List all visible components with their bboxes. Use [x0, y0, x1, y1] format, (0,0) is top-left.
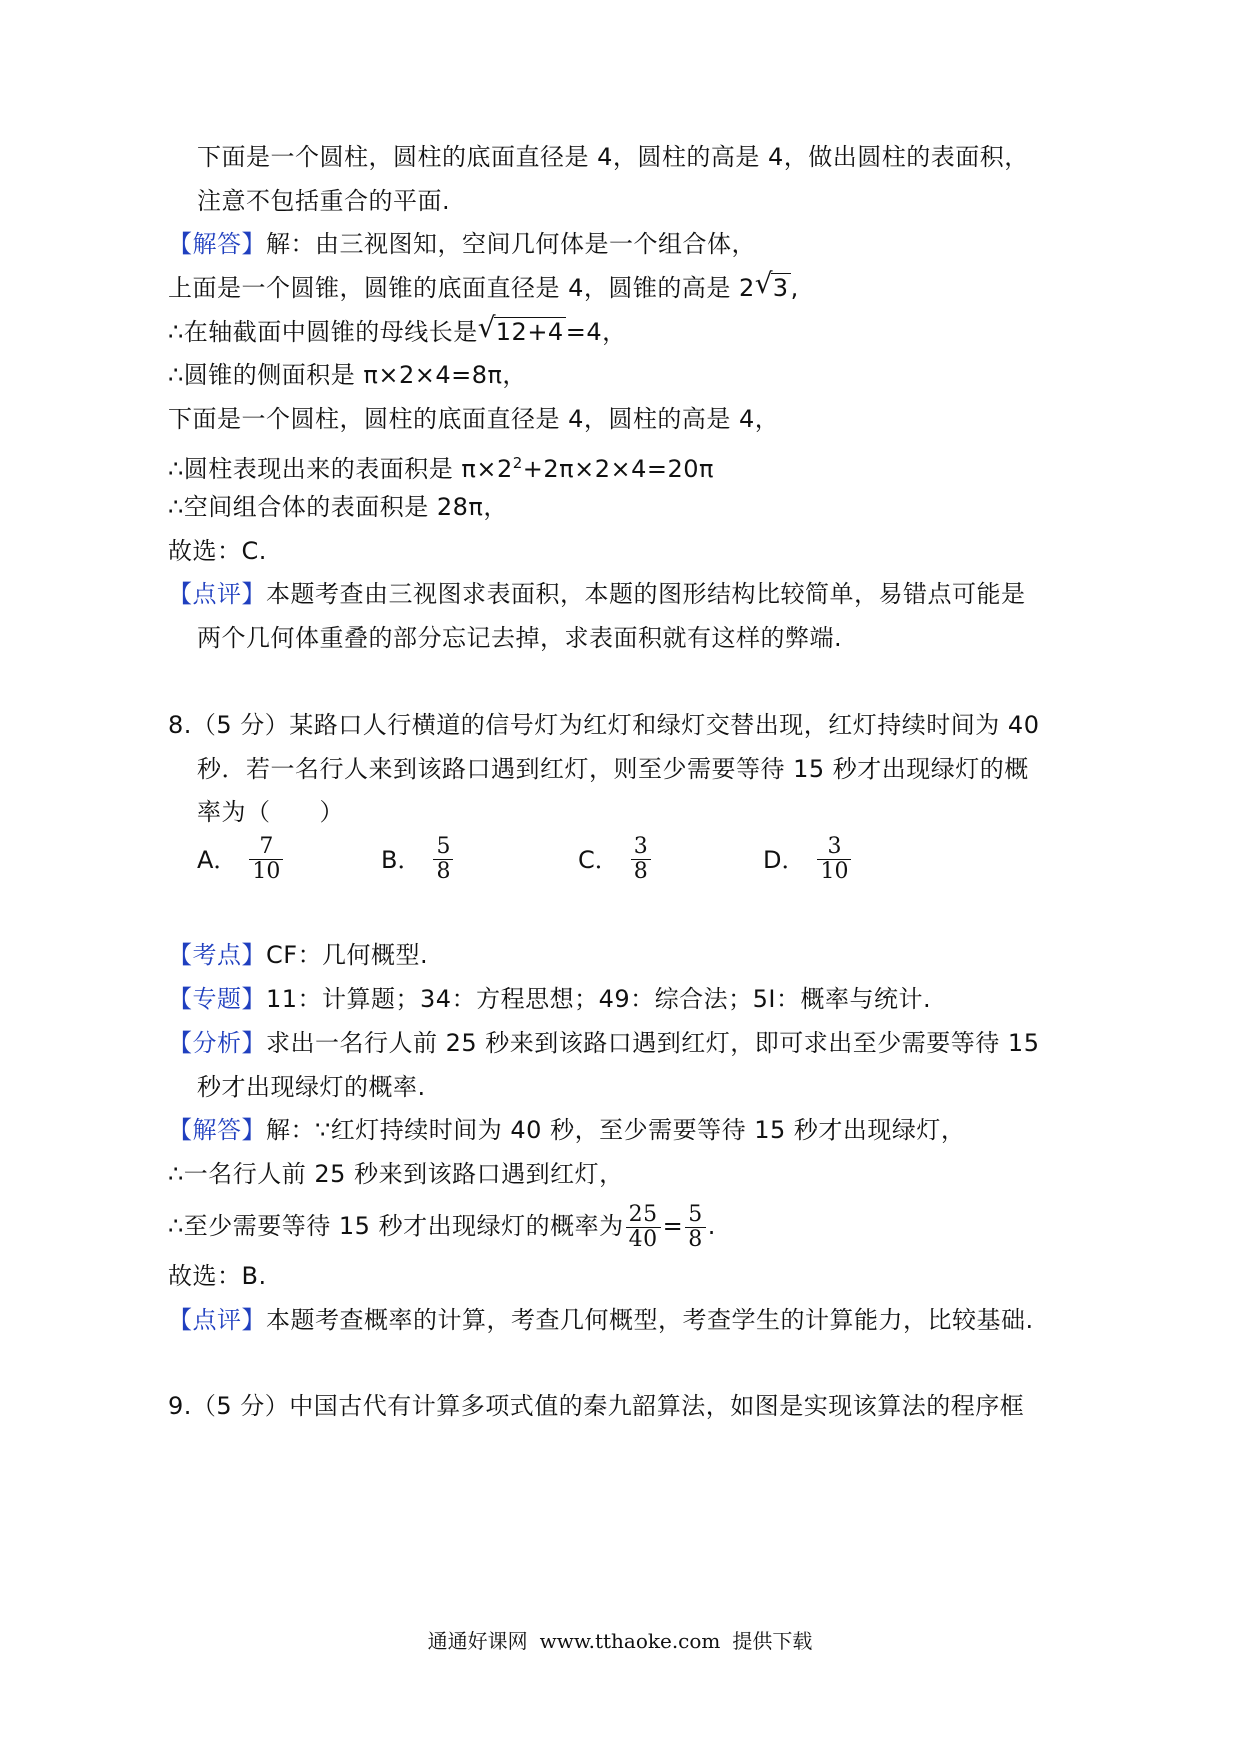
denominator: 10 [820, 859, 849, 884]
kaodian-tag: 【考点】 [168, 941, 266, 969]
denominator: 10 [252, 859, 281, 884]
choice-q8: 故选：B. [168, 1262, 267, 1290]
fenxi-text: 求出一名行人前 25 秒来到该路口遇到红灯，即可求出至少需要等待 15 [266, 1029, 1040, 1057]
review-text: 本题考查由三视图求表面积，本题的图形结构比较简单，易错点可能是 [266, 580, 1026, 608]
numerator: 5 [685, 1203, 706, 1228]
option-fraction [249, 835, 283, 884]
fraction-5-8 [685, 1203, 706, 1252]
option-fraction [433, 835, 453, 884]
fenxi-line-2: 秒才出现绿灯的概率. [197, 1073, 426, 1101]
option-fraction [817, 835, 851, 884]
choice-q7: 故选：C. [168, 537, 267, 565]
footer-note: 提供下载 [732, 1629, 813, 1653]
step-text: ∴圆柱表现出来的表面积是 π×2 [168, 455, 513, 483]
step-text-end: =4， [565, 318, 627, 346]
answer-text: ∴至少需要等待 15 秒才出现绿灯的概率为 [168, 1212, 624, 1240]
step-text: 上面是一个圆锥，圆锥的底面直径是 4，圆锥的高是 2 [168, 274, 755, 302]
q8-stem-line-2: 秒．若一名行人来到该路口遇到红灯，则至少需要等待 15 秒才出现绿灯的概 [197, 755, 1029, 783]
step-total-area: ∴空间组合体的表面积是 28π， [168, 493, 508, 521]
review-tag: 【点评】 [168, 1306, 266, 1334]
kaodian-text: CF：几何概型. [266, 941, 429, 969]
sqrt-radicand: 12+4 [495, 318, 564, 346]
answer-tag: 【解答】 [168, 230, 266, 258]
answer-tag: 【解答】 [168, 1116, 266, 1144]
denominator: 8 [688, 1226, 703, 1252]
step-cylinder-desc: 下面是一个圆柱，圆柱的底面直径是 4，圆柱的高是 4， [168, 405, 780, 433]
numerator: 25 [626, 1203, 661, 1228]
analysis-line-1: 下面是一个圆柱，圆柱的底面直径是 4，圆柱的高是 4，做出圆柱的表面积， [197, 143, 1029, 171]
sqrt-expression: √ 12+4 [477, 311, 564, 346]
answer-q8-line-2: ∴一名行人前 25 秒来到该路口遇到红灯， [168, 1160, 624, 1188]
exponent: 2 [512, 454, 523, 472]
answer-q8-line-3 [168, 1200, 716, 1252]
page-footer [0, 1625, 1240, 1654]
analysis-line-2: 注意不包括重合的平面. [197, 187, 451, 215]
sqrt-radicand: 3 [772, 274, 789, 302]
review-q7-line-2: 两个几何体重叠的部分忘记去掉，求表面积就有这样的弊端. [197, 624, 843, 652]
option-d [763, 835, 853, 884]
review-q8 [168, 1304, 1034, 1336]
step-text-end: +2π×2×4=20π [522, 455, 714, 483]
numerator: 7 [249, 835, 283, 860]
zhuanti-tag: 【专题】 [168, 985, 266, 1013]
review-text: 本题考查概率的计算，考查几何概型，考查学生的计算能力，比较基础. [266, 1306, 1034, 1334]
numerator: 3 [817, 835, 851, 860]
zhuanti-line [168, 983, 931, 1015]
step-text: ∴在轴截面中圆锥的母线长是 [168, 318, 478, 346]
period: . [707, 1212, 716, 1240]
step-text-end: , [790, 274, 799, 302]
kaodian-line [168, 939, 428, 971]
option-c [578, 835, 653, 884]
step-generatrix [168, 311, 627, 348]
answer-header-q7 [168, 228, 756, 260]
step-cone-height [168, 267, 799, 304]
denominator: 40 [628, 1226, 658, 1252]
step-cylinder-area [168, 447, 714, 485]
answer-text: 解：∵红灯持续时间为 40 秒，至少需要等待 15 秒才出现绿灯， [266, 1116, 966, 1144]
footer-url: www.tthaoke.com [539, 1629, 721, 1653]
equals-sign: = [662, 1212, 684, 1240]
review-tag: 【点评】 [168, 580, 266, 608]
option-fraction [631, 835, 651, 884]
denominator: 8 [436, 859, 451, 884]
option-letter: A． [197, 845, 238, 874]
answer-intro: 解：由三视图知，空间几何体是一个组合体， [266, 230, 756, 258]
q8-stem-line-3: 率为（ ） [197, 798, 344, 826]
option-b [381, 835, 455, 884]
option-letter: B． [381, 845, 422, 874]
numerator: 5 [433, 835, 453, 860]
numerator: 3 [631, 835, 651, 860]
option-a [197, 835, 285, 884]
denominator: 8 [633, 859, 648, 884]
sqrt-expression: √ 3 [754, 267, 789, 302]
fraction-25-40 [626, 1203, 661, 1252]
zhuanti-text: 11：计算题；34：方程思想；49：综合法；5I：概率与统计. [266, 985, 932, 1013]
fenxi-line-1 [168, 1027, 1039, 1059]
fenxi-tag: 【分析】 [168, 1029, 266, 1057]
option-letter: C． [578, 845, 619, 874]
q8-stem-line-1: 8.（5 分）某路口人行横道的信号灯为红灯和绿灯交替出现，红灯持续时间为 40 [168, 711, 1040, 739]
q9-stem-line-1: 9.（5 分）中国古代有计算多项式值的秦九韶算法，如图是实现该算法的程序框 [168, 1392, 1025, 1420]
step-lateral-area: ∴圆锥的侧面积是 π×2×4=8π， [168, 361, 527, 389]
answer-q8-line-1 [168, 1114, 965, 1146]
footer-site: 通通好课网 [427, 1629, 528, 1653]
option-letter: D． [763, 845, 806, 874]
review-q7-line-1 [168, 578, 1026, 610]
